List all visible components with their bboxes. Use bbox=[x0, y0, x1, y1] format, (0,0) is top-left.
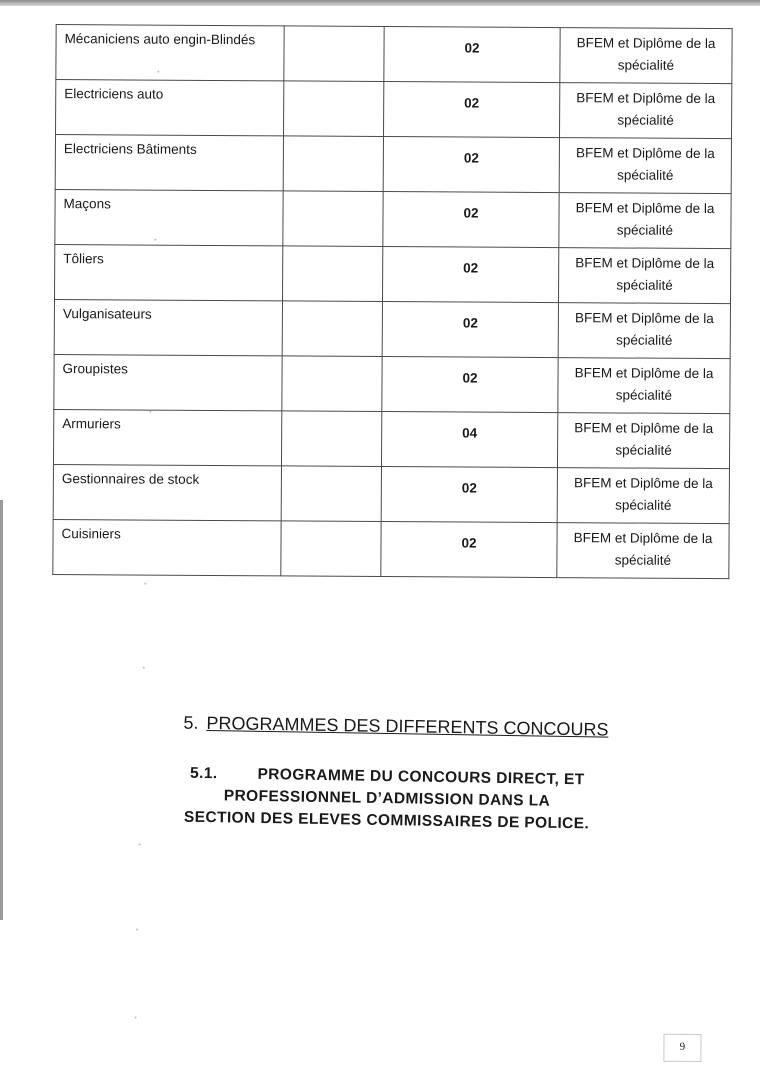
requirement-cell bbox=[559, 83, 731, 139]
empty-cell bbox=[284, 81, 384, 137]
scan-speck bbox=[143, 667, 145, 669]
position-count: 02 bbox=[464, 95, 480, 111]
scan-speck bbox=[157, 71, 159, 73]
requirement-line1: BFEM et Diplôme de la bbox=[574, 310, 714, 327]
subsection-line1: PROGRAMME DU CONCOURS DIRECT, ET bbox=[257, 765, 585, 789]
job-title: Groupistes bbox=[62, 361, 128, 377]
scan-speck bbox=[144, 583, 146, 585]
section-heading bbox=[183, 713, 608, 741]
requirement-line2: spécialité bbox=[617, 57, 675, 73]
table-row bbox=[56, 25, 732, 84]
count-cell bbox=[383, 137, 559, 193]
job-title: Cuisiniers bbox=[61, 526, 121, 542]
requirement-line2: spécialité bbox=[615, 442, 672, 458]
requirement-line1: BFEM et Diplôme de la bbox=[575, 145, 715, 162]
job-title: Armuriers bbox=[62, 416, 121, 432]
position-count: 02 bbox=[464, 40, 480, 56]
empty-cell bbox=[284, 26, 384, 82]
job-cell bbox=[53, 465, 281, 521]
table-row bbox=[54, 245, 730, 304]
empty-cell bbox=[283, 191, 383, 247]
position-count: 02 bbox=[463, 205, 479, 221]
empty-cell bbox=[283, 136, 383, 192]
job-cell bbox=[53, 520, 281, 576]
requirement-line2: spécialité bbox=[617, 112, 674, 128]
requirement-line2: spécialité bbox=[616, 277, 673, 293]
table-row bbox=[53, 520, 729, 579]
job-cell bbox=[54, 300, 282, 356]
subsection-line2: PROFESSIONNEL D’ADMISSION DANS LA bbox=[223, 787, 551, 810]
table-row bbox=[53, 465, 729, 524]
scan-speck bbox=[135, 1017, 137, 1019]
empty-cell bbox=[281, 466, 381, 522]
requirement-cell bbox=[560, 28, 732, 84]
requirement-line1: BFEM et Diplôme de la bbox=[573, 530, 713, 547]
requirement-cell bbox=[559, 193, 731, 249]
job-title: Tôliers bbox=[63, 251, 104, 267]
count-cell bbox=[382, 302, 558, 358]
empty-cell bbox=[282, 356, 382, 412]
position-count: 02 bbox=[462, 315, 478, 331]
requirement-line2: spécialité bbox=[616, 332, 673, 348]
subsection-heading bbox=[156, 762, 617, 836]
position-count: 04 bbox=[462, 425, 478, 441]
requirement-line1: BFEM et Diplôme de la bbox=[576, 90, 716, 107]
count-cell bbox=[384, 27, 560, 83]
job-title: Electriciens Bâtiments bbox=[63, 141, 197, 157]
empty-cell bbox=[282, 246, 382, 302]
requirement-cell bbox=[557, 468, 729, 524]
requirement-line1: BFEM et Diplôme de la bbox=[574, 365, 714, 382]
requirement-line2: spécialité bbox=[616, 222, 674, 238]
count-cell bbox=[381, 522, 557, 578]
table-row bbox=[55, 135, 731, 194]
job-title: Vulganisateurs bbox=[62, 306, 152, 322]
count-cell bbox=[382, 247, 558, 303]
requirement-line2: spécialité bbox=[615, 387, 673, 403]
requirement-cell bbox=[558, 248, 730, 304]
job-title: Electriciens auto bbox=[64, 86, 164, 102]
requirement-line1: BFEM et Diplôme de la bbox=[575, 200, 715, 217]
scan-speck bbox=[136, 929, 138, 931]
section-number: 5. bbox=[183, 712, 199, 733]
requirement-cell bbox=[559, 138, 731, 194]
job-cell bbox=[56, 25, 284, 81]
scan-speck bbox=[149, 411, 151, 413]
requirement-line2: spécialité bbox=[617, 167, 674, 183]
job-cell bbox=[55, 190, 283, 246]
requirement-line2: spécialité bbox=[615, 497, 672, 513]
job-cell bbox=[54, 355, 282, 411]
requirement-cell bbox=[557, 413, 729, 469]
table-row bbox=[56, 80, 732, 139]
scan-speck bbox=[139, 844, 141, 846]
position-count: 02 bbox=[461, 535, 477, 551]
table-row bbox=[53, 410, 729, 469]
empty-cell bbox=[282, 301, 382, 357]
empty-cell bbox=[281, 411, 381, 467]
position-count: 02 bbox=[463, 150, 479, 166]
job-cell bbox=[56, 80, 284, 136]
job-title: Mécaniciens auto engin-Blindés bbox=[64, 31, 256, 48]
section-title: PROGRAMMES DES DIFFERENTS CONCOURS bbox=[206, 712, 609, 740]
job-title: Maçons bbox=[63, 196, 111, 212]
job-cell bbox=[55, 135, 283, 191]
subsection-number: 5.1. bbox=[189, 764, 218, 783]
count-cell bbox=[381, 467, 557, 523]
requirement-line1: BFEM et Diplôme de la bbox=[575, 255, 715, 272]
page-number: 9 bbox=[663, 1034, 701, 1062]
table-row bbox=[54, 300, 730, 359]
positions-table bbox=[52, 24, 732, 579]
position-count: 02 bbox=[462, 370, 478, 386]
requirement-cell bbox=[558, 303, 730, 359]
requirement-line1: BFEM et Diplôme de la bbox=[573, 475, 713, 492]
requirement-line2: spécialité bbox=[614, 552, 672, 568]
empty-cell bbox=[281, 521, 381, 577]
subsection-line3: SECTION DES ELEVES COMMISSAIRES DE POLICE. bbox=[183, 808, 590, 833]
table-row bbox=[54, 355, 730, 414]
requirement-cell bbox=[557, 523, 729, 579]
requirement-line1: BFEM et Diplôme de la bbox=[576, 35, 716, 52]
scan-speck bbox=[154, 239, 156, 241]
count-cell bbox=[382, 357, 558, 413]
count-cell bbox=[383, 82, 559, 138]
count-cell bbox=[383, 192, 559, 248]
job-title: Gestionnaires de stock bbox=[61, 471, 200, 487]
position-count: 02 bbox=[463, 260, 479, 276]
requirement-cell bbox=[558, 358, 730, 414]
position-count: 02 bbox=[461, 480, 477, 496]
job-cell bbox=[53, 410, 281, 466]
job-cell bbox=[54, 245, 282, 301]
requirement-line1: BFEM et Diplôme de la bbox=[574, 420, 714, 437]
count-cell bbox=[381, 412, 557, 468]
